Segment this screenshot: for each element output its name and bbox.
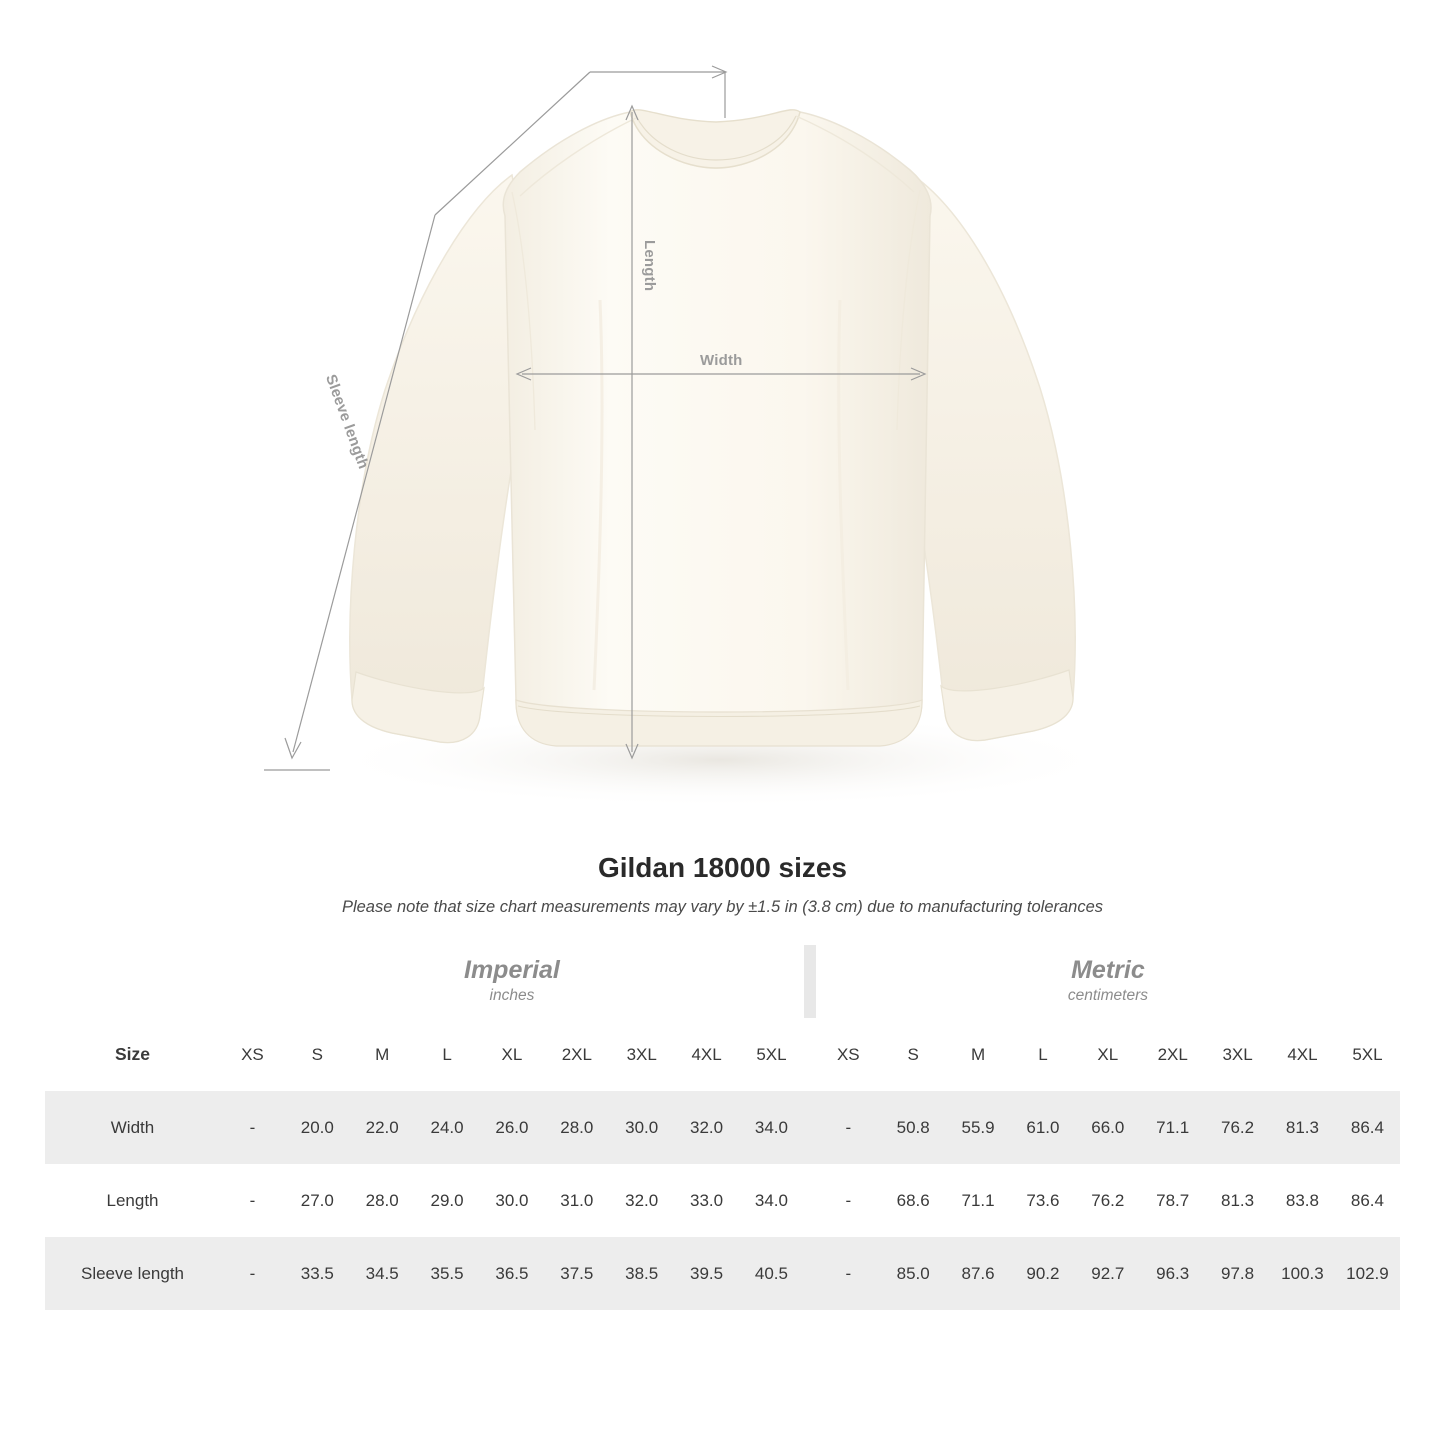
cell-length-metric-xl: 76.2 <box>1075 1164 1140 1237</box>
cell-width-metric-3xl: 76.2 <box>1205 1091 1270 1164</box>
size-column-header: Size <box>45 1018 220 1091</box>
size-header-metric-l: L <box>1011 1018 1076 1091</box>
cell-width-imperial-3xl: 30.0 <box>609 1091 674 1164</box>
cell-width-metric-s: 50.8 <box>881 1091 946 1164</box>
cell-length-imperial-m: 28.0 <box>350 1164 415 1237</box>
size-header-imperial-xs: XS <box>220 1018 285 1091</box>
size-header-metric-xl: XL <box>1075 1018 1140 1091</box>
imperial-unit-sub: inches <box>489 987 535 1005</box>
size-header-imperial-xl: XL <box>480 1018 545 1091</box>
cell-width-metric-4xl: 81.3 <box>1270 1091 1335 1164</box>
cell-length-metric-s: 68.6 <box>881 1164 946 1237</box>
cell-length-imperial-5xl: 34.0 <box>739 1164 804 1237</box>
size-header-imperial-4xl: 4XL <box>674 1018 739 1091</box>
cell-sleeve-imperial-3xl: 38.5 <box>609 1237 674 1310</box>
cell-sleeve-imperial-l: 35.5 <box>415 1237 480 1310</box>
size-header-metric-s: S <box>881 1018 946 1091</box>
cell-length-metric-2xl: 78.7 <box>1140 1164 1205 1237</box>
cell-length-metric-4xl: 83.8 <box>1270 1164 1335 1237</box>
size-header-metric-5xl: 5XL <box>1335 1018 1400 1091</box>
row-spacer-length <box>804 1164 816 1237</box>
cell-sleeve-imperial-xl: 36.5 <box>480 1237 545 1310</box>
cell-sleeve-metric-m: 87.6 <box>946 1237 1011 1310</box>
row-label-width: Width <box>45 1091 220 1164</box>
cell-length-metric-3xl: 81.3 <box>1205 1164 1270 1237</box>
metric-unit-header <box>816 945 1400 1018</box>
imperial-unit-header <box>220 945 804 1018</box>
cell-length-imperial-2xl: 31.0 <box>544 1164 609 1237</box>
cell-sleeve-imperial-m: 34.5 <box>350 1237 415 1310</box>
cell-length-metric-m: 71.1 <box>946 1164 1011 1237</box>
tolerance-note: Please note that size chart measurements may vary by ±1.5 in (3.8 cm) due to manufacturing tolerances <box>341 898 1104 916</box>
cell-width-imperial-xs: - <box>220 1091 285 1164</box>
size-header-metric-2xl: 2XL <box>1140 1018 1205 1091</box>
table-row <box>45 1237 1400 1310</box>
size-header-metric-m: M <box>946 1018 1011 1091</box>
sleeve-length-dimension-label: Sleeve length <box>322 372 372 472</box>
cell-length-imperial-3xl: 32.0 <box>609 1164 674 1237</box>
size-header-metric-4xl: 4XL <box>1270 1018 1335 1091</box>
cell-sleeve-imperial-4xl: 39.5 <box>674 1237 739 1310</box>
imperial-unit-name: Imperial <box>464 955 560 984</box>
cell-length-imperial-s: 27.0 <box>285 1164 350 1237</box>
cell-length-metric-xs: - <box>816 1164 881 1237</box>
size-table-container <box>0 945 1445 1310</box>
cell-width-imperial-l: 24.0 <box>415 1091 480 1164</box>
cell-width-imperial-5xl: 34.0 <box>739 1091 804 1164</box>
cell-width-imperial-4xl: 32.0 <box>674 1091 739 1164</box>
size-header-imperial-3xl: 3XL <box>609 1018 674 1091</box>
cell-length-imperial-xs: - <box>220 1164 285 1237</box>
size-header-imperial-l: L <box>415 1018 480 1091</box>
cell-sleeve-metric-xs: - <box>816 1237 881 1310</box>
cell-length-imperial-l: 29.0 <box>415 1164 480 1237</box>
width-dimension-label: Width <box>700 352 743 369</box>
size-header-metric-3xl: 3XL <box>1205 1018 1270 1091</box>
cell-width-imperial-xl: 26.0 <box>480 1091 545 1164</box>
cell-sleeve-metric-4xl: 100.3 <box>1270 1237 1335 1310</box>
metric-unit-sub: centimeters <box>1067 987 1148 1005</box>
cell-width-metric-l: 61.0 <box>1011 1091 1076 1164</box>
cell-sleeve-metric-5xl: 102.9 <box>1335 1237 1400 1310</box>
cell-sleeve-metric-2xl: 96.3 <box>1140 1237 1205 1310</box>
size-header-imperial-5xl: 5XL <box>739 1018 804 1091</box>
row-spacer-width <box>804 1091 816 1164</box>
cell-sleeve-metric-3xl: 97.8 <box>1205 1237 1270 1310</box>
row-label-length: Length <box>45 1164 220 1237</box>
size-chart-table <box>45 945 1400 1310</box>
row-label-sleeve-length: Sleeve length <box>45 1237 220 1310</box>
cell-sleeve-metric-xl: 92.7 <box>1075 1237 1140 1310</box>
page-title: Gildan 18000 sizes <box>597 852 848 883</box>
cell-sleeve-imperial-2xl: 37.5 <box>544 1237 609 1310</box>
cell-length-imperial-4xl: 33.0 <box>674 1164 739 1237</box>
unit-header-spacer <box>804 945 816 1018</box>
cell-width-imperial-s: 20.0 <box>285 1091 350 1164</box>
cell-length-metric-5xl: 86.4 <box>1335 1164 1400 1237</box>
row-spacer-sleeve <box>804 1237 816 1310</box>
cell-width-imperial-m: 22.0 <box>350 1091 415 1164</box>
chart-header <box>0 852 1445 917</box>
unit-row-corner <box>45 945 220 1018</box>
cell-width-metric-m: 55.9 <box>946 1091 1011 1164</box>
cell-length-imperial-xl: 30.0 <box>480 1164 545 1237</box>
size-header-imperial-m: M <box>350 1018 415 1091</box>
cell-width-metric-xl: 66.0 <box>1075 1091 1140 1164</box>
size-header-metric-xs: XS <box>816 1018 881 1091</box>
cell-sleeve-imperial-xs: - <box>220 1237 285 1310</box>
cell-length-metric-l: 73.6 <box>1011 1164 1076 1237</box>
cell-sleeve-metric-s: 85.0 <box>881 1237 946 1310</box>
length-dimension-label: Length <box>641 240 658 292</box>
cell-sleeve-imperial-5xl: 40.5 <box>739 1237 804 1310</box>
cell-width-imperial-2xl: 28.0 <box>544 1091 609 1164</box>
size-header-row <box>45 1018 1400 1091</box>
unit-header-row <box>45 945 1400 1018</box>
cell-sleeve-metric-l: 90.2 <box>1011 1237 1076 1310</box>
cell-sleeve-imperial-s: 33.5 <box>285 1237 350 1310</box>
table-row <box>45 1091 1400 1164</box>
cell-width-metric-2xl: 71.1 <box>1140 1091 1205 1164</box>
table-row <box>45 1164 1400 1237</box>
size-header-imperial-s: S <box>285 1018 350 1091</box>
cell-width-metric-xs: - <box>816 1091 881 1164</box>
cell-width-metric-5xl: 86.4 <box>1335 1091 1400 1164</box>
size-header-spacer <box>804 1018 816 1091</box>
metric-unit-name: Metric <box>1071 955 1145 984</box>
size-header-imperial-2xl: 2XL <box>544 1018 609 1091</box>
